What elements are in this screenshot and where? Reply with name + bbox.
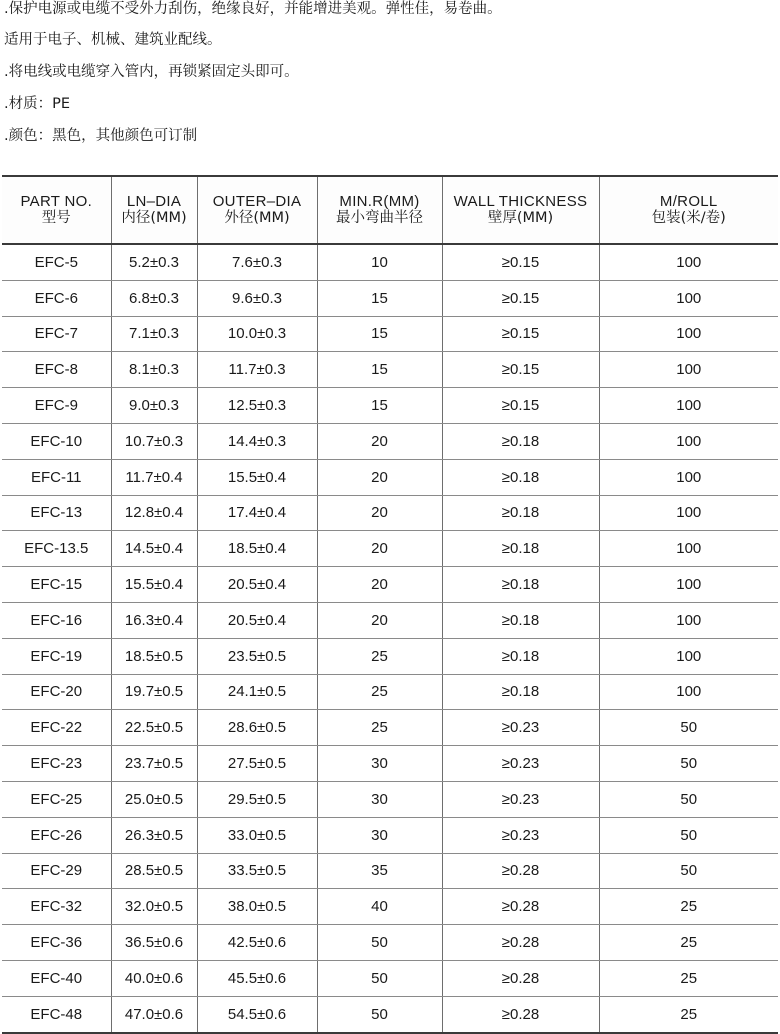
cell-min-r: 30 [317,746,442,782]
cell-min-r: 50 [317,996,442,1032]
cell-min-r: 25 [317,710,442,746]
table-row [2,316,778,352]
cell-ln-dia: 18.5±0.5 [111,638,197,674]
cell-outer-dia: 42.5±0.6 [197,925,317,961]
cell-part-no: EFC-32 [2,889,111,925]
cell-min-r: 20 [317,602,442,638]
cell-part-no: EFC-9 [2,388,111,424]
cell-wall-thickness: ≥0.18 [442,495,599,531]
cell-m-roll: 50 [599,853,778,889]
table-row [2,889,778,925]
cell-part-no: EFC-11 [2,459,111,495]
table-row [2,567,778,603]
cell-ln-dia: 40.0±0.6 [111,960,197,996]
cell-outer-dia: 11.7±0.3 [197,352,317,388]
header-min-r [317,176,442,244]
cell-m-roll: 100 [599,352,778,388]
header-m-roll [599,176,778,244]
cell-ln-dia: 6.8±0.3 [111,280,197,316]
cell-part-no: EFC-29 [2,853,111,889]
header-ln-dia-en: LN–DIA [126,193,182,210]
cell-m-roll: 100 [599,602,778,638]
cell-part-no: EFC-13 [2,495,111,531]
cell-wall-thickness: ≥0.15 [442,316,599,352]
table-row [2,423,778,459]
cell-m-roll: 100 [599,674,778,710]
header-m-roll-zh: 包装(米/卷) [651,210,726,226]
header-wall-thickness-zh: 壁厚(MM) [487,210,554,226]
cell-ln-dia: 25.0±0.5 [111,781,197,817]
cell-part-no: EFC-7 [2,316,111,352]
table-row [2,925,778,961]
cell-min-r: 15 [317,388,442,424]
cell-wall-thickness: ≥0.18 [442,567,599,603]
cell-m-roll: 50 [599,710,778,746]
cell-outer-dia: 20.5±0.4 [197,567,317,603]
header-m-roll-en: M/ROLL [659,193,718,210]
cell-outer-dia: 9.6±0.3 [197,280,317,316]
table-row [2,495,778,531]
cell-wall-thickness: ≥0.23 [442,781,599,817]
table-row [2,531,778,567]
cell-ln-dia: 14.5±0.4 [111,531,197,567]
cell-wall-thickness: ≥0.15 [442,388,599,424]
cell-wall-thickness: ≥0.18 [442,638,599,674]
header-wall-thickness-en: WALL THICKNESS [453,193,588,210]
cell-m-roll: 100 [599,388,778,424]
cell-m-roll: 100 [599,423,778,459]
cell-min-r: 40 [317,889,442,925]
cell-m-roll: 100 [599,280,778,316]
table-row [2,388,778,424]
header-part-no-zh: 型号 [41,210,71,226]
cell-wall-thickness: ≥0.23 [442,817,599,853]
table-row [2,602,778,638]
cell-part-no: EFC-25 [2,781,111,817]
cell-part-no: EFC-13.5 [2,531,111,567]
cell-min-r: 35 [317,853,442,889]
table-row [2,459,778,495]
cell-min-r: 20 [317,423,442,459]
cell-m-roll: 25 [599,960,778,996]
cell-wall-thickness: ≥0.18 [442,531,599,567]
cell-outer-dia: 12.5±0.3 [197,388,317,424]
cell-wall-thickness: ≥0.18 [442,423,599,459]
cell-part-no: EFC-36 [2,925,111,961]
cell-part-no: EFC-19 [2,638,111,674]
cell-outer-dia: 38.0±0.5 [197,889,317,925]
header-outer-dia-en: OUTER–DIA [212,193,302,210]
table-row [2,781,778,817]
table-row [2,280,778,316]
cell-min-r: 15 [317,316,442,352]
cell-part-no: EFC-22 [2,710,111,746]
cell-m-roll: 25 [599,925,778,961]
cell-outer-dia: 33.0±0.5 [197,817,317,853]
cell-m-roll: 100 [599,459,778,495]
cell-min-r: 20 [317,459,442,495]
cell-ln-dia: 9.0±0.3 [111,388,197,424]
cell-ln-dia: 26.3±0.5 [111,817,197,853]
cell-part-no: EFC-16 [2,602,111,638]
note-material: .材质：PE [4,96,71,112]
spec-table [2,175,778,1034]
cell-ln-dia: 10.7±0.3 [111,423,197,459]
cell-outer-dia: 24.1±0.5 [197,674,317,710]
cell-wall-thickness: ≥0.28 [442,925,599,961]
table-header-row [2,176,778,244]
cell-wall-thickness: ≥0.28 [442,960,599,996]
cell-ln-dia: 32.0±0.5 [111,889,197,925]
cell-part-no: EFC-15 [2,567,111,603]
cell-outer-dia: 27.5±0.5 [197,746,317,782]
cell-wall-thickness: ≥0.28 [442,889,599,925]
cell-min-r: 30 [317,781,442,817]
header-part-no-en: PART NO. [20,193,93,210]
cell-part-no: EFC-5 [2,244,111,280]
cell-ln-dia: 15.5±0.4 [111,567,197,603]
cell-outer-dia: 54.5±0.6 [197,996,317,1032]
cell-part-no: EFC-40 [2,960,111,996]
cell-wall-thickness: ≥0.18 [442,459,599,495]
note-protection: .保护电源或电缆不受外力刮伤，绝缘良好，并能增进美观。弹性佳，易卷曲。 [4,1,502,17]
cell-m-roll: 100 [599,531,778,567]
cell-part-no: EFC-20 [2,674,111,710]
cell-m-roll: 50 [599,746,778,782]
cell-part-no: EFC-48 [2,996,111,1032]
cell-outer-dia: 23.5±0.5 [197,638,317,674]
table-row [2,996,778,1032]
table-row [2,244,778,280]
cell-min-r: 30 [317,817,442,853]
table-row [2,710,778,746]
cell-wall-thickness: ≥0.23 [442,746,599,782]
cell-ln-dia: 28.5±0.5 [111,853,197,889]
header-outer-dia-zh: 外径(MM) [224,210,290,226]
cell-wall-thickness: ≥0.18 [442,602,599,638]
header-wall-thickness [442,176,599,244]
cell-outer-dia: 45.5±0.6 [197,960,317,996]
cell-outer-dia: 15.5±0.4 [197,459,317,495]
cell-outer-dia: 17.4±0.4 [197,495,317,531]
cell-ln-dia: 12.8±0.4 [111,495,197,531]
cell-outer-dia: 14.4±0.3 [197,423,317,459]
cell-m-roll: 50 [599,781,778,817]
cell-ln-dia: 47.0±0.6 [111,996,197,1032]
cell-wall-thickness: ≥0.15 [442,280,599,316]
table-row [2,638,778,674]
cell-m-roll: 25 [599,889,778,925]
cell-min-r: 50 [317,960,442,996]
cell-m-roll: 100 [599,567,778,603]
cell-ln-dia: 5.2±0.3 [111,244,197,280]
cell-min-r: 20 [317,531,442,567]
table-row [2,960,778,996]
cell-min-r: 15 [317,280,442,316]
cell-ln-dia: 8.1±0.3 [111,352,197,388]
table-row [2,817,778,853]
cell-m-roll: 100 [599,244,778,280]
table-row [2,746,778,782]
cell-wall-thickness: ≥0.15 [442,352,599,388]
cell-wall-thickness: ≥0.28 [442,996,599,1032]
cell-part-no: EFC-6 [2,280,111,316]
cell-part-no: EFC-23 [2,746,111,782]
table-row [2,352,778,388]
cell-m-roll: 100 [599,638,778,674]
cell-m-roll: 100 [599,316,778,352]
header-min-r-en: MIN.R(MM) [339,193,420,210]
table-row [2,853,778,889]
cell-min-r: 25 [317,638,442,674]
header-outer-dia [197,176,317,244]
cell-min-r: 15 [317,352,442,388]
note-color: .颜色：黑色，其他颜色可订制 [4,128,198,144]
cell-ln-dia: 11.7±0.4 [111,459,197,495]
cell-wall-thickness: ≥0.28 [442,853,599,889]
cell-outer-dia: 29.5±0.5 [197,781,317,817]
header-min-r-zh: 最小弯曲半径 [336,210,423,226]
cell-min-r: 25 [317,674,442,710]
cell-outer-dia: 7.6±0.3 [197,244,317,280]
cell-wall-thickness: ≥0.15 [442,244,599,280]
cell-m-roll: 25 [599,996,778,1032]
header-part-no [2,176,111,244]
cell-min-r: 10 [317,244,442,280]
cell-part-no: EFC-26 [2,817,111,853]
table-row [2,674,778,710]
cell-part-no: EFC-8 [2,352,111,388]
table-body [2,244,778,1033]
cell-min-r: 50 [317,925,442,961]
cell-ln-dia: 7.1±0.3 [111,316,197,352]
cell-ln-dia: 36.5±0.6 [111,925,197,961]
cell-wall-thickness: ≥0.23 [442,710,599,746]
cell-outer-dia: 28.6±0.5 [197,710,317,746]
cell-ln-dia: 23.7±0.5 [111,746,197,782]
cell-min-r: 20 [317,567,442,603]
cell-m-roll: 100 [599,495,778,531]
cell-outer-dia: 33.5±0.5 [197,853,317,889]
cell-outer-dia: 18.5±0.4 [197,531,317,567]
cell-ln-dia: 19.7±0.5 [111,674,197,710]
cell-outer-dia: 20.5±0.4 [197,602,317,638]
note-installation: .将电线或电缆穿入管内，再锁紧固定头即可。 [4,64,299,80]
cell-part-no: EFC-10 [2,423,111,459]
cell-ln-dia: 16.3±0.4 [111,602,197,638]
cell-m-roll: 50 [599,817,778,853]
cell-wall-thickness: ≥0.18 [442,674,599,710]
header-ln-dia-zh: 内径(MM) [121,210,187,226]
cell-ln-dia: 22.5±0.5 [111,710,197,746]
cell-min-r: 20 [317,495,442,531]
cell-outer-dia: 10.0±0.3 [197,316,317,352]
note-applications: 适用于电子、机械、建筑业配线。 [4,32,222,48]
header-ln-dia [111,176,197,244]
